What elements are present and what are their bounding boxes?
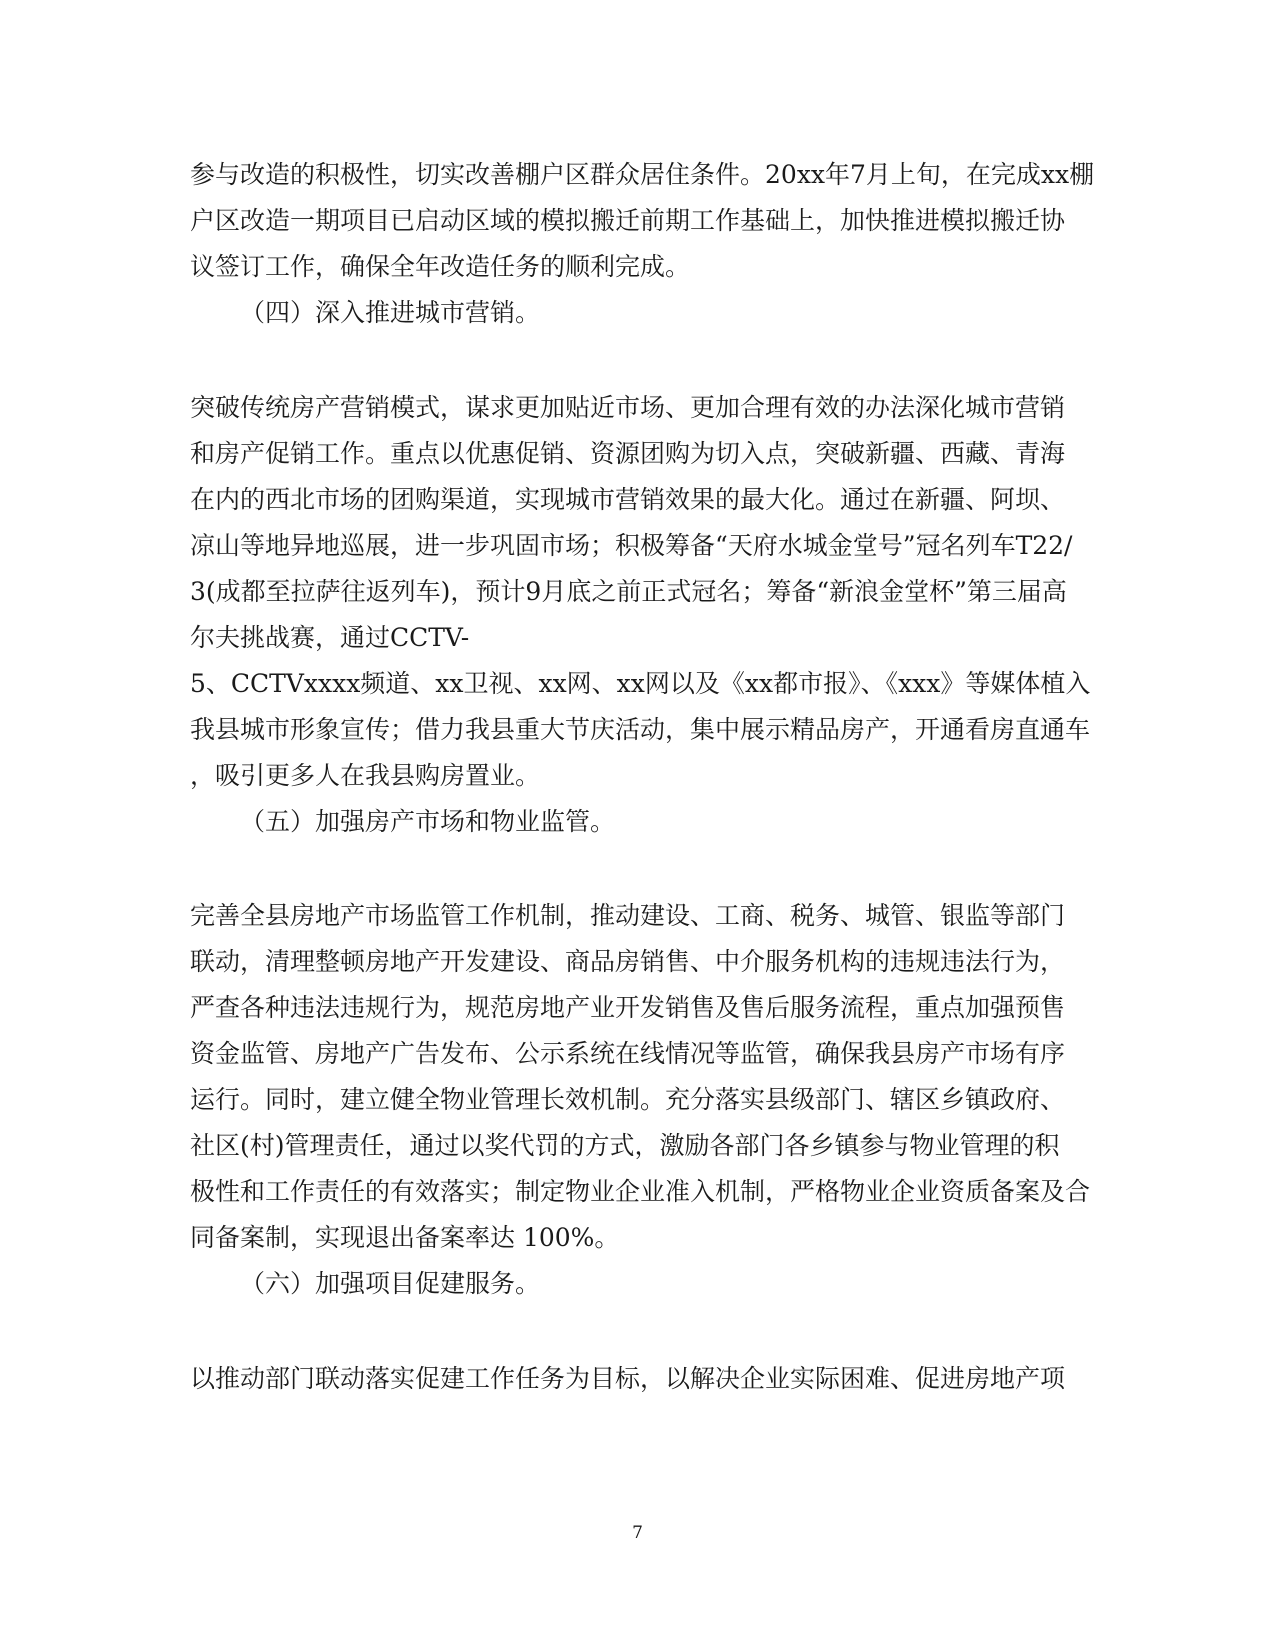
page-number: 7 (632, 1523, 643, 1543)
text-line: 尔夫挑战赛，通过CCTV- (190, 623, 470, 652)
text-line: 极性和工作责任的有效落实；制定物业企业准入机制，严格物业企业资质备案及合 (190, 1177, 1091, 1206)
text-line: 凉山等地异地巡展，进一步巩固市场；积极筹备“天府水城金堂号”冠名列车T22/ (190, 531, 1073, 560)
section-heading: （五）加强房产市场和物业监管。 (240, 807, 616, 836)
text-line: ，吸引更多人在我县购房置业。 (190, 761, 541, 790)
text-line: 突破传统房产营销模式，谋求更加贴近市场、更加合理有效的办法深化城市营销 (190, 393, 1066, 422)
text-line: 严查各种违法违规行为，规范房地产业开发销售及售后服务流程，重点加强预售 (190, 993, 1066, 1022)
text-line: 完善全县房地产市场监管工作机制，推动建设、工商、税务、城管、银监等部门 (190, 901, 1066, 930)
text-line: 和房产促销工作。重点以优惠促销、资源团购为切入点，突破新疆、西藏、青海 (190, 439, 1066, 468)
text-line: 资金监管、房地产广告发布、公示系统在线情况等监管，确保我县房产市场有序 (190, 1039, 1066, 1068)
text-line: 户区改造一期项目已启动区域的模拟搬迁前期工作基础上，加快推进模拟搬迁协 (190, 206, 1066, 235)
text-line: 社区(村)管理责任，通过以奖代罚的方式，激励各部门各乡镇参与物业管理的积 (190, 1131, 1060, 1160)
text-line: 3(成都至拉萨往返列车)，预计9月底之前正式冠名；筹备“新浪金堂杯”第三届高 (190, 577, 1067, 606)
section-heading: （四）深入推进城市营销。 (240, 298, 541, 327)
text-line: 联动，清理整顿房地产开发建设、商品房销售、中介服务机构的违规违法行为， (190, 947, 1066, 976)
text-line: 参与改造的积极性，切实改善棚户区群众居住条件。20xx年7月上旬，在完成xx棚 (190, 160, 1095, 189)
text-line: 在内的西北市场的团购渠道，实现城市营销效果的最大化。通过在新疆、阿坝、 (190, 485, 1066, 514)
text-line: 5、CCTVxxxx频道、xx卫视、xx网、xx网以及《xx都市报》、《xxx》等媒体植入 (190, 669, 1091, 698)
text-line: 我县城市形象宣传；借力我县重大节庆活动，集中展示精品房产，开通看房直通车 (190, 715, 1091, 744)
section-heading: （六）加强项目促建服务。 (240, 1269, 541, 1298)
text-line: 议签订工作，确保全年改造任务的顺利完成。 (190, 252, 691, 281)
text-line: 同备案制，实现退出备案率达 100%。 (190, 1223, 620, 1252)
text-line: 以推动部门联动落实促建工作任务为目标，以解决企业实际困难、促进房地产项 (190, 1364, 1066, 1393)
text-line: 运行。同时，建立健全物业管理长效机制。充分落实县级部门、辖区乡镇政府、 (190, 1085, 1066, 1114)
